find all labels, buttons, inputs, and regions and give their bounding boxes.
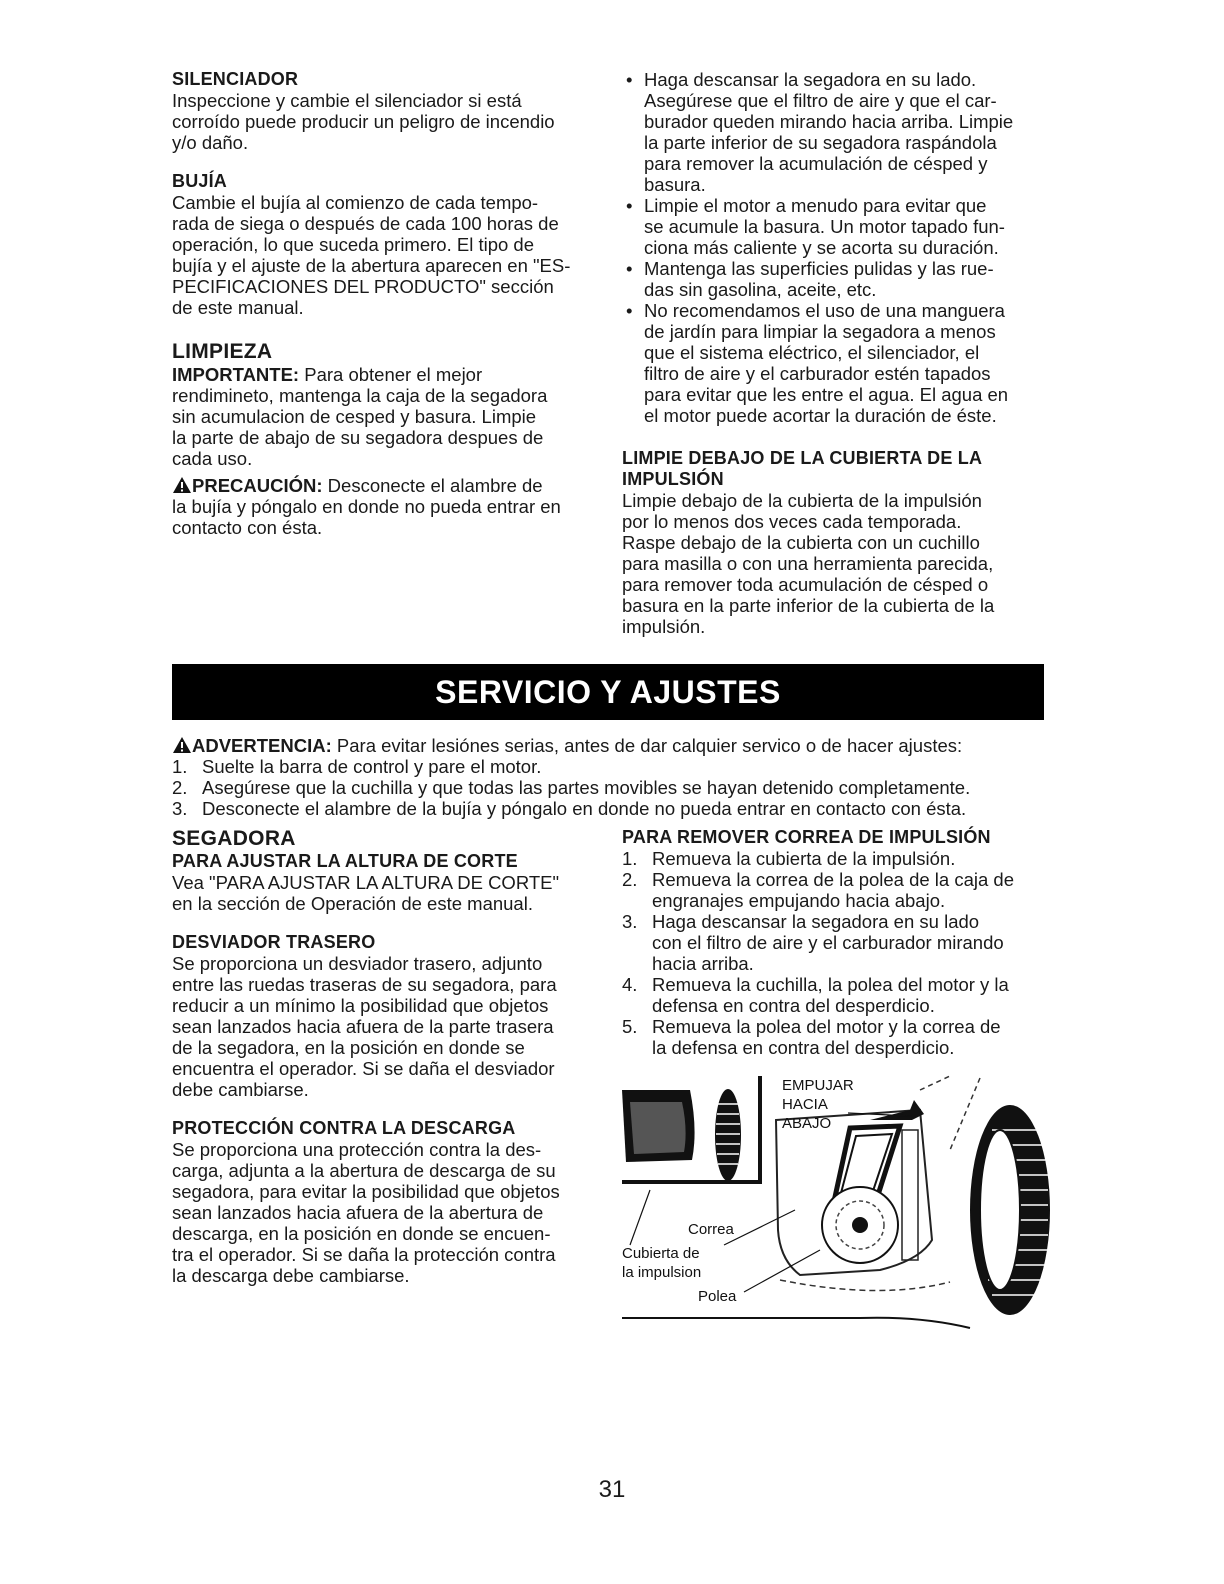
ground-line bbox=[622, 1318, 970, 1328]
desviador-line: Se proporciona un desviador trasero, adjunto bbox=[172, 953, 543, 974]
step-number: 4. bbox=[622, 974, 638, 995]
cleaning-bullet-list bbox=[622, 69, 1052, 426]
item-text: Suelte la barra de control y pare el motor. bbox=[202, 756, 542, 777]
bullet-item bbox=[622, 300, 1052, 426]
label-polea: Polea bbox=[698, 1288, 737, 1305]
warning-triangle-icon bbox=[172, 736, 192, 754]
altura-line: Vea "PARA AJUSTAR LA ALTURA DE CORTE" bbox=[172, 872, 560, 893]
proteccion-heading: PROTECCIÓN CONTRA LA DESCARGA bbox=[172, 1118, 516, 1138]
proteccion-line: carga, adjunta a la abertura de descarga de su bbox=[172, 1160, 556, 1181]
step-line: Remueva la polea del motor y la correa de bbox=[652, 1016, 1001, 1037]
label-empujar: EMPUJAR bbox=[782, 1077, 854, 1094]
desviador-line: reducir a un mínimo la posibilidad que objetos bbox=[172, 995, 549, 1016]
correa-step bbox=[622, 974, 1052, 1016]
altura-heading: PARA AJUSTAR LA ALTURA DE CORTE bbox=[172, 851, 518, 871]
proteccion-line: Se proporciona una protección contra la des- bbox=[172, 1139, 542, 1160]
bullet-line: Asegúrese que el filtro de aire y que el car- bbox=[644, 90, 997, 111]
page-number: 31 bbox=[598, 1476, 626, 1503]
bullet-line: se acumule la basura. Un motor tapado fun- bbox=[644, 216, 1005, 237]
item-text: Desconecte el alambre de la bujía y póngalo en donde no pueda entrar en contacto con ésta. bbox=[202, 798, 967, 819]
bujia-line: bujía y el ajuste de la abertura aparecen en "ES- bbox=[172, 255, 571, 276]
precaucion-first: Desconecte el alambre de bbox=[322, 475, 543, 496]
bullet-line: ciona más caliente y se acorta su duración. bbox=[644, 237, 999, 258]
precaucion-line: contacto con ésta. bbox=[172, 517, 323, 538]
limpie-heading: LIMPIE DEBAJO DE LA CUBIERTA DE LA bbox=[622, 448, 983, 468]
bullet-line: • Haga descansar la segadora en su lado. bbox=[644, 69, 977, 90]
proteccion-line: segadora, para evitar la posibilidad que objetos bbox=[172, 1181, 560, 1202]
advertencia-item bbox=[172, 777, 1052, 798]
silenciador-line: corroído puede producir un peligro de incendio bbox=[172, 111, 555, 132]
step-line: Remueva la cuchilla, la polea del motor y la bbox=[652, 974, 1009, 995]
handle-grip-highlight bbox=[630, 1102, 686, 1154]
desviador-line: sean lanzados hacia afuera de la parte trasera bbox=[172, 1016, 554, 1037]
precaucion-line bbox=[172, 475, 592, 496]
drive-belt-illustration bbox=[620, 1070, 1052, 1330]
bullet-line: para remover la acumulación de césped y bbox=[644, 153, 988, 174]
bullet-line: das sin gasolina, aceite, etc. bbox=[644, 279, 877, 300]
bullet-line: para evitar que les entre el agua. El agua en bbox=[644, 384, 1009, 405]
advertencia-text: Para evitar lesiónes serias, antes de dar calquier servico o de hacer ajustes: bbox=[331, 735, 963, 756]
leader-line bbox=[630, 1190, 650, 1245]
advertencia-item bbox=[172, 798, 1052, 819]
step-number: 5. bbox=[622, 1016, 638, 1037]
correa-heading: PARA REMOVER CORREA DE IMPULSIÓN bbox=[622, 827, 991, 847]
label-abajo: ABAJO bbox=[782, 1115, 832, 1132]
precaucion-label: PRECAUCIÓN: bbox=[192, 475, 323, 496]
step-number: 1. bbox=[622, 848, 638, 869]
bullet-line: • No recomendamos el uso de una manguera bbox=[644, 300, 1005, 321]
bullet-line: burador queden mirando hacia arriba. Limpie bbox=[644, 111, 1014, 132]
bujia-heading: BUJÍA bbox=[172, 171, 228, 191]
step-line: Remueva la cubierta de la impulsión. bbox=[652, 848, 956, 869]
step-line: hacia arriba. bbox=[652, 953, 754, 974]
correa-step bbox=[622, 848, 1052, 869]
dashed-guide bbox=[950, 1078, 980, 1150]
dashed-guide bbox=[920, 1076, 950, 1090]
importante-first: Para obtener el mejor bbox=[299, 364, 483, 385]
importante-label: IMPORTANTE: bbox=[172, 364, 300, 385]
proteccion-line: la descarga debe cambiarse. bbox=[172, 1265, 410, 1286]
leader-line bbox=[744, 1250, 820, 1292]
item-text: Asegúrese que la cuchilla y que todas las partes movibles se hayan detenido completamente. bbox=[202, 777, 971, 798]
item-number: 3. bbox=[172, 798, 188, 819]
engine-shaft bbox=[902, 1130, 918, 1260]
altura-line: en la sección de Operación de este manual. bbox=[172, 893, 533, 914]
desviador-heading: DESVIADOR TRASERO bbox=[172, 932, 376, 952]
desviador-line: de la segadora, en la posición en donde se bbox=[172, 1037, 525, 1058]
pulley-hub bbox=[852, 1217, 868, 1233]
proteccion-line: tra el operador. Si se daña la protección contra bbox=[172, 1244, 556, 1265]
silenciador-line: Inspeccione y cambie el silenciador si está bbox=[172, 90, 522, 111]
step-line: la defensa en contra del desperdicio. bbox=[652, 1037, 955, 1058]
left-top-column bbox=[172, 69, 592, 538]
step-number: 2. bbox=[622, 869, 638, 890]
section-banner: SERVICIO Y AJUSTES bbox=[172, 664, 1044, 720]
silenciador-heading: SILENCIADOR bbox=[172, 69, 299, 89]
bujia-line: Cambie el bujía al comienzo de cada tempo- bbox=[172, 192, 539, 213]
deck-dashed-line bbox=[780, 1280, 950, 1291]
left-bottom-column bbox=[172, 827, 602, 1286]
limpie-line: impulsión. bbox=[622, 616, 706, 637]
bujia-line: rada de siega o después de cada 100 horas de bbox=[172, 213, 559, 234]
label-cubierta-2: la impulsion bbox=[622, 1264, 702, 1281]
step-line: Remueva la correa de la polea de la caja de bbox=[652, 869, 1015, 890]
advertencia-label: ADVERTENCIA: bbox=[192, 735, 332, 756]
importante-line bbox=[172, 364, 592, 385]
advertencia-block bbox=[172, 735, 1052, 819]
bullet-item bbox=[622, 69, 1052, 195]
proteccion-line: sean lanzados hacia afuera de la abertura de bbox=[172, 1202, 544, 1223]
desviador-line: entre las ruedas traseras de su segadora, para bbox=[172, 974, 557, 995]
step-line: defensa en contra del desperdicio. bbox=[652, 995, 935, 1016]
bullet-line: de jardín para limpiar la segadora a menos bbox=[644, 321, 996, 342]
bullet-item bbox=[622, 195, 1052, 258]
warning-triangle-icon bbox=[172, 476, 192, 494]
limpie-line: para remover toda acumulación de césped o bbox=[622, 574, 989, 595]
advertencia-list bbox=[172, 756, 1052, 819]
leader-line bbox=[724, 1210, 795, 1245]
bujia-line: PECIFICACIONES DEL PRODUCTO" sección bbox=[172, 276, 554, 297]
label-cubierta-1: Cubierta de bbox=[622, 1245, 700, 1262]
correa-steps bbox=[622, 848, 1052, 1058]
advertencia-line bbox=[172, 735, 1052, 756]
correa-step bbox=[622, 911, 1052, 974]
bullet-line: la parte inferior de su segadora raspándola bbox=[644, 132, 997, 153]
item-number: 1. bbox=[172, 756, 188, 777]
bullet-line: el motor puede acortar la duración de éste. bbox=[644, 405, 997, 426]
limpieza-heading: LIMPIEZA bbox=[172, 340, 273, 363]
label-hacia: HACIA bbox=[782, 1096, 828, 1113]
correa-step bbox=[622, 869, 1052, 911]
bullet-line: filtro de aire y el carburador estén tapados bbox=[644, 363, 991, 384]
desviador-line: debe cambiarse. bbox=[172, 1079, 309, 1100]
limpie-heading: IMPULSIÓN bbox=[622, 469, 724, 489]
label-correa: Correa bbox=[688, 1221, 734, 1238]
right-bottom-column bbox=[622, 827, 1052, 1058]
push-arrow-icon bbox=[870, 1100, 924, 1120]
bullet-line: basura. bbox=[644, 174, 706, 195]
desviador-line: encuentra el operador. Si se daña el desviador bbox=[172, 1058, 555, 1079]
advertencia-item bbox=[172, 756, 1052, 777]
correa-step bbox=[622, 1016, 1052, 1058]
right-wheel-rim bbox=[980, 1130, 1020, 1290]
step-number: 3. bbox=[622, 911, 638, 932]
step-line: Haga descansar la segadora en su lado bbox=[652, 911, 980, 932]
step-line: con el filtro de aire y el carburador mirando bbox=[652, 932, 1004, 953]
bullet-line: que el sistema eléctrico, el silenciador, el bbox=[644, 342, 980, 363]
item-number: 2. bbox=[172, 777, 188, 798]
segadora-heading: SEGADORA bbox=[172, 827, 296, 850]
bullet-line: • Limpie el motor a menudo para evitar que bbox=[644, 195, 987, 216]
proteccion-line: descarga, en la posición en donde se encuen- bbox=[172, 1223, 551, 1244]
importante-line: cada uso. bbox=[172, 448, 253, 469]
step-line: engranajes empujando hacia abajo. bbox=[652, 890, 946, 911]
limpie-line: por lo menos dos veces cada temporada. bbox=[622, 511, 962, 532]
importante-line: rendimineto, mantenga la caja de la segadora bbox=[172, 385, 548, 406]
bullet-item bbox=[622, 258, 1052, 300]
limpie-line: para masilla o con una herramienta parecida, bbox=[622, 553, 994, 574]
precaucion-line: la bujía y póngalo en donde no pueda entrar en bbox=[172, 496, 561, 517]
limpie-line: Limpie debajo de la cubierta de la impulsión bbox=[622, 490, 982, 511]
bujia-line: de este manual. bbox=[172, 297, 304, 318]
limpie-line: basura en la parte inferior de la cubierta de la bbox=[622, 595, 995, 616]
bujia-line: operación, lo que suceda primero. El tipo de bbox=[172, 234, 534, 255]
right-top-column bbox=[622, 69, 1052, 637]
bullet-line: • Mantenga las superficies pulidas y las rue- bbox=[644, 258, 994, 279]
importante-line: sin acumulacion de cesped y basura. Limpie bbox=[172, 406, 537, 427]
limpie-line: Raspe debajo de la cubierta con un cuchillo bbox=[622, 532, 980, 553]
importante-line: la parte de abajo de su segadora despues de bbox=[172, 427, 544, 448]
left-wheel-shape bbox=[715, 1089, 741, 1181]
silenciador-line: y/o daño. bbox=[172, 132, 249, 153]
